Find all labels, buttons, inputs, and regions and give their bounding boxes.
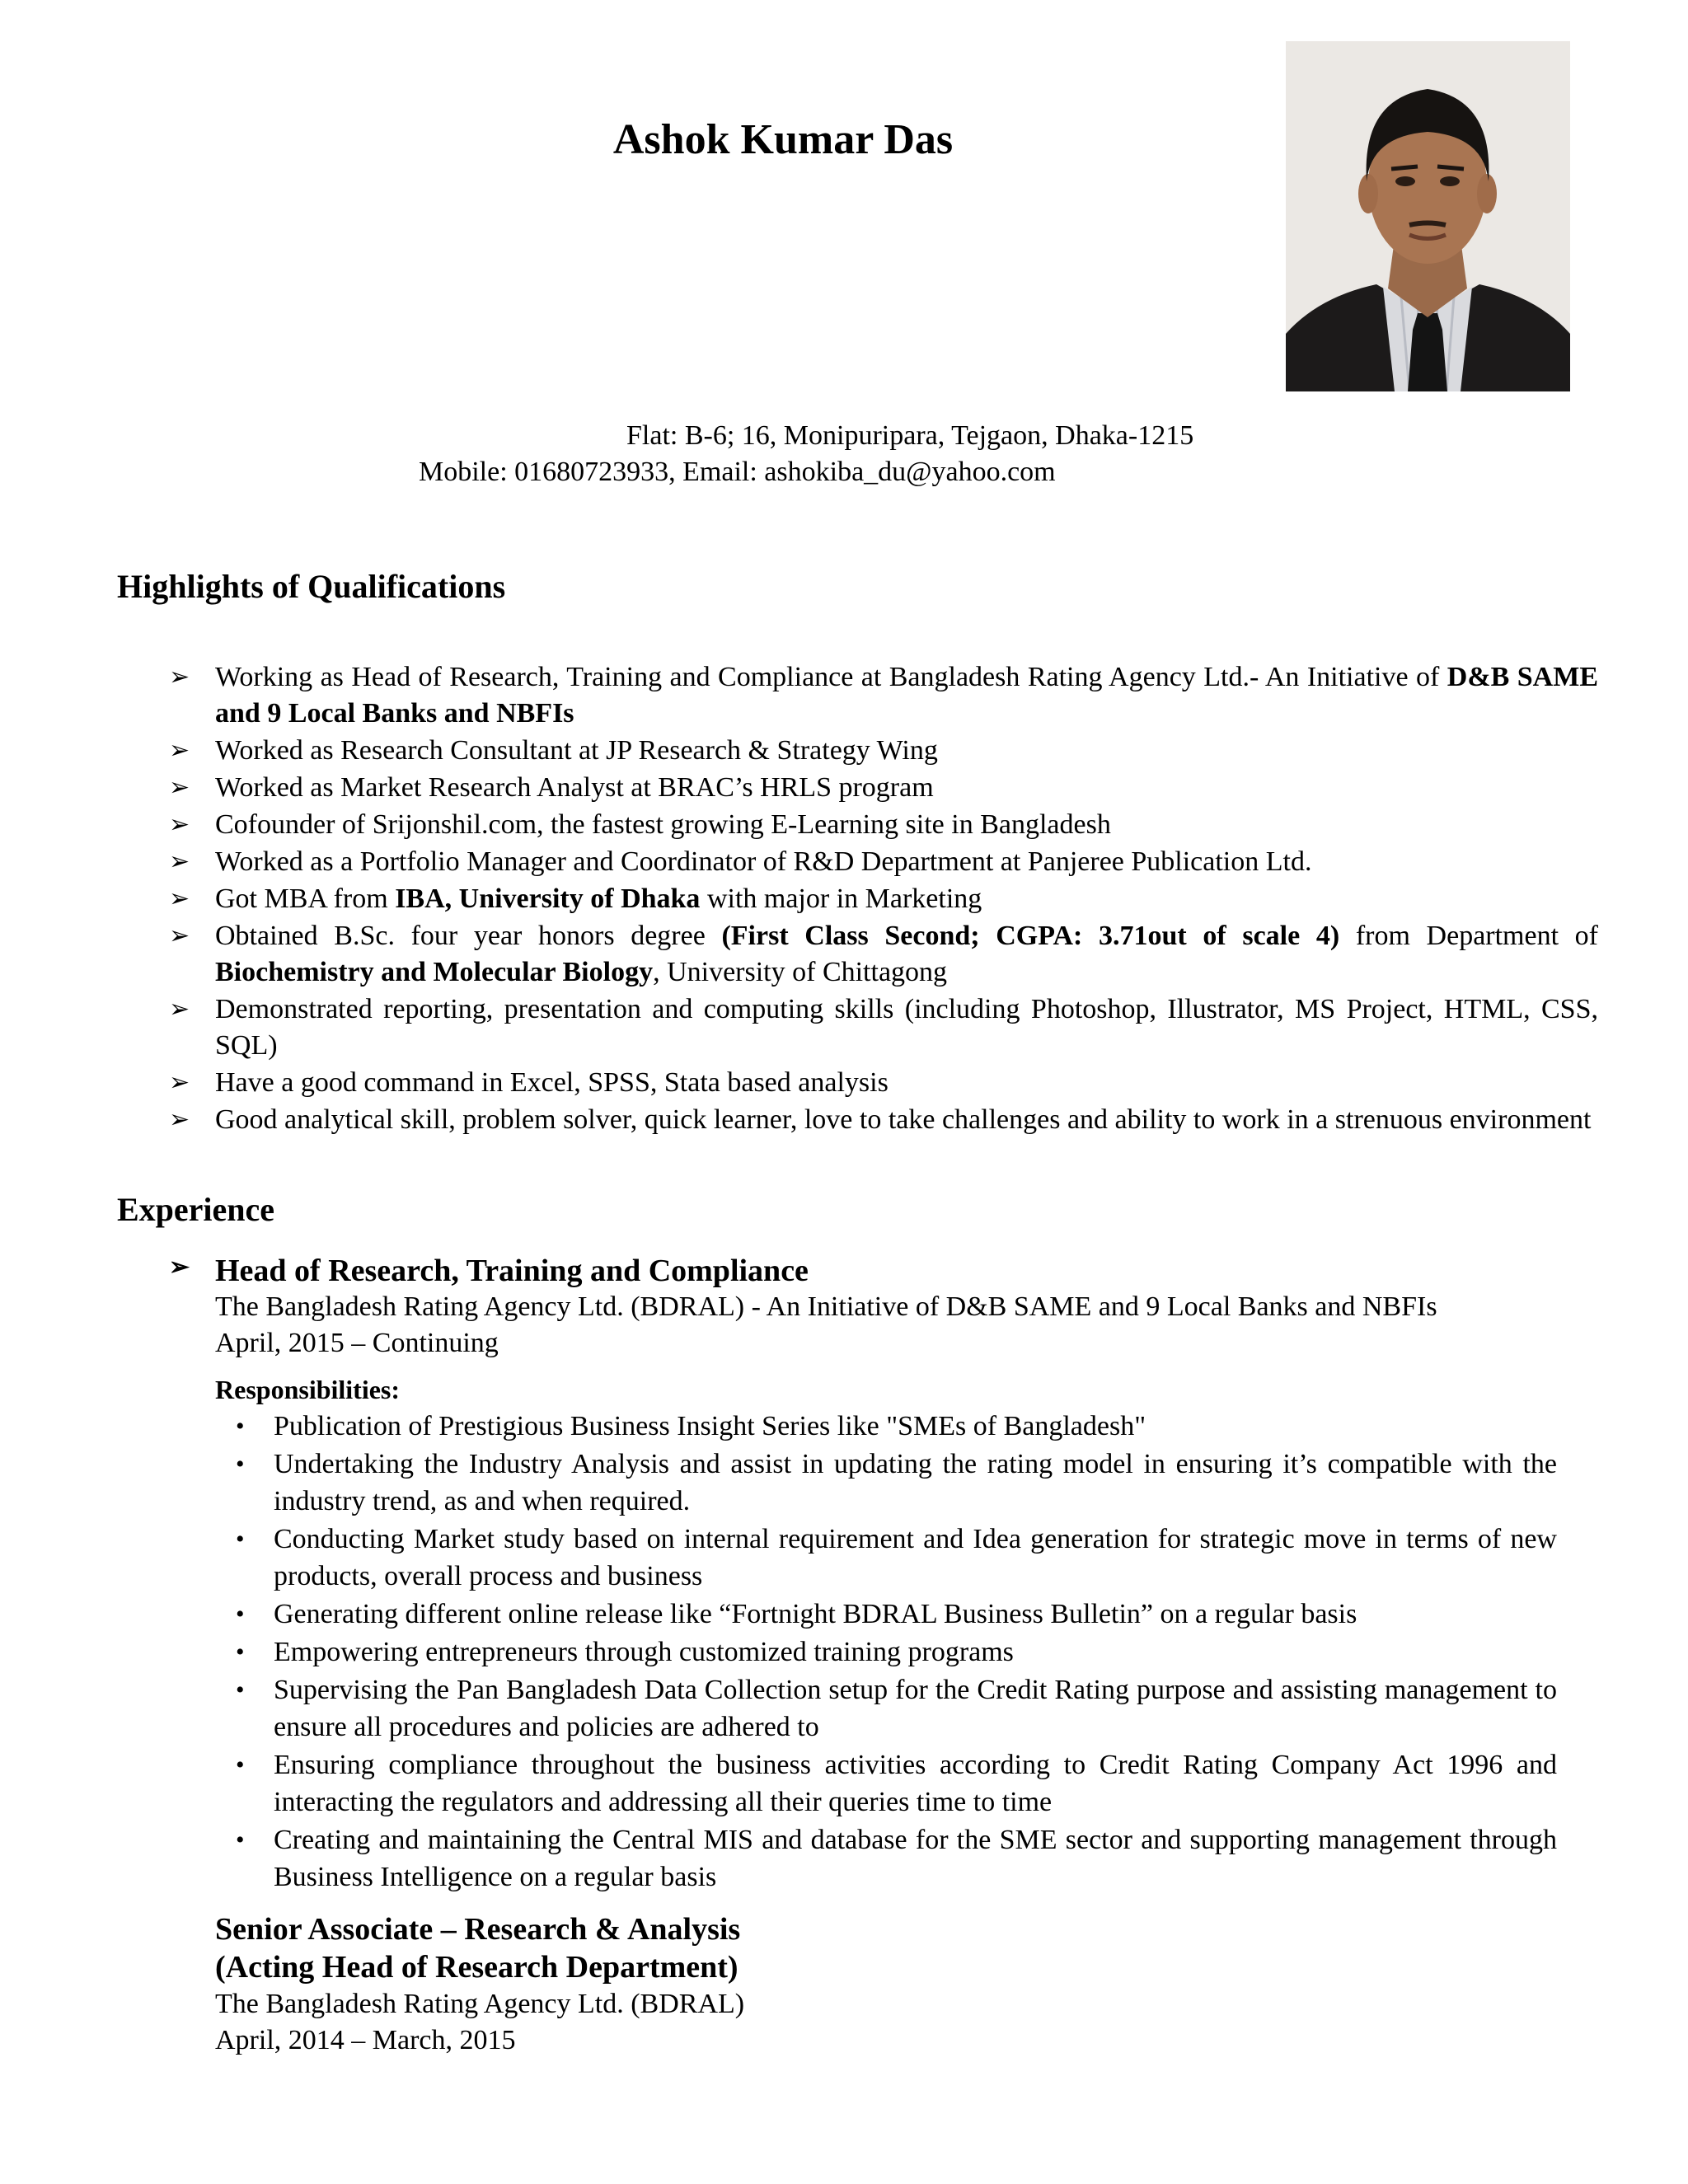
arrow-bullet-icon: ➢ — [169, 1254, 190, 1281]
list-item: ➢ Worked as Market Research Analyst at BRAC’s HRLS program — [169, 770, 1598, 806]
job-entry-current — [169, 1253, 1603, 1896]
job-organization: The Bangladesh Rating Agency Ltd. (BDRAL) — [215, 1989, 745, 2019]
responsibilities-label: Responsibilities: — [215, 1375, 401, 1404]
round-bullet-icon: • — [236, 1751, 245, 1779]
round-bullet-icon: • — [236, 1413, 245, 1440]
arrow-bullet-icon: ➢ — [169, 737, 190, 764]
candidate-name: Ashok Kumar Das — [612, 116, 954, 163]
list-item: ➢ Working as Head of Research, Training and Compliance at Bangladesh Rating Agency Ltd.- An Initiative of D&B SAME and 9 Local Banks and NBFIs — [169, 659, 1598, 732]
round-bullet-icon: • — [236, 1676, 245, 1704]
job-period: April, 2015 – Continuing — [215, 1328, 499, 1358]
list-item: • Publication of Prestigious Business Insight Series like "SMEs of Bangladesh" — [274, 1408, 1557, 1445]
list-item: • Creating and maintaining the Central MIS and database for the SME sector and supporting management through Business Intelligence on a regular basis — [274, 1821, 1557, 1896]
list-item: • Generating different online release like “Fortnight BDRAL Business Bulletin” on a regular basis — [274, 1596, 1557, 1633]
job-organization: The Bangladesh Rating Agency Ltd. (BDRAL) - An Initiative of D&B SAME and 9 Local Banks and NBFIs — [215, 1291, 1437, 1322]
job-title: Senior Associate – Research & Analysis — [215, 1912, 741, 1947]
arrow-bullet-icon: ➢ — [169, 885, 190, 912]
arrow-bullet-icon: ➢ — [169, 922, 190, 949]
arrow-bullet-icon: ➢ — [169, 663, 190, 691]
section-title-highlights: Highlights of Qualifications — [117, 568, 506, 605]
job-title: ➢ Head of Research, Training and Compliance — [169, 1254, 809, 1288]
arrow-bullet-icon: ➢ — [169, 1069, 190, 1096]
list-item: ➢ Got MBA from IBA, University of Dhaka with major in Marketing — [169, 881, 1598, 917]
arrow-bullet-icon: ➢ — [169, 1106, 190, 1133]
arrow-bullet-icon: ➢ — [169, 996, 190, 1023]
round-bullet-icon: • — [236, 1451, 245, 1478]
job-entry-previous — [215, 1910, 1600, 2059]
round-bullet-icon: • — [236, 1638, 245, 1666]
list-item: • Ensuring compliance throughout the business activities according to Credit Rating Company Act 1996 and interacting the regulators and addressing all their queries time to time — [274, 1746, 1557, 1821]
list-item: ➢ Have a good command in Excel, SPSS, Stata based analysis — [169, 1065, 1598, 1101]
list-item: ➢ Obtained B.Sc. four year honors degree (First Class Second; CGPA: 3.71out of scale 4) from Department of Biochemistry and Molecular Biology, University of Chittagong — [169, 918, 1598, 991]
highlights-list — [169, 659, 1598, 1139]
list-item: • Conducting Market study based on internal requirement and Idea generation for strategic move in terms of new products, overall process and business — [274, 1521, 1557, 1595]
list-item: • Supervising the Pan Bangladesh Data Collection setup for the Credit Rating purpose and assisting management to ensure all procedures and policies are adhered to — [274, 1671, 1557, 1746]
list-item: ➢ Demonstrated reporting, presentation and computing skills (including Photoshop, Illustrator, MS Project, HTML, CSS, SQL) — [169, 991, 1598, 1064]
contact-line: Mobile: 01680723933, Email: ashokiba_du@yahoo.com — [419, 457, 1056, 487]
arrow-bullet-icon: ➢ — [169, 848, 190, 875]
round-bullet-icon: • — [236, 1826, 245, 1854]
job-period: April, 2014 – March, 2015 — [215, 2025, 516, 2055]
arrow-bullet-icon: ➢ — [169, 774, 190, 801]
list-item: ➢ Good analytical skill, problem solver, quick learner, love to take challenges and ability to work in a strenuous environment — [169, 1102, 1598, 1138]
list-item: • Undertaking the Industry Analysis and assist in updating the rating model in ensuring it’s compatible with the industry trend, as and when required. — [274, 1446, 1557, 1520]
list-item: ➢ Cofounder of Srijonshil.com, the fastest growing E-Learning site in Bangladesh — [169, 807, 1598, 843]
section-title-experience: Experience — [117, 1191, 275, 1228]
job-subtitle: (Acting Head of Research Department) — [215, 1950, 738, 1985]
list-item: ➢ Worked as Research Consultant at JP Research & Strategy Wing — [169, 733, 1598, 769]
round-bullet-icon: • — [236, 1526, 245, 1553]
responsibilities-list — [236, 1408, 1557, 1896]
arrow-bullet-icon: ➢ — [169, 811, 190, 838]
list-item: • Empowering entrepreneurs through customized training programs — [274, 1633, 1557, 1671]
address-line: Flat: B-6; 16, Monipuripara, Tejgaon, Dhaka-1215 — [626, 420, 1194, 451]
round-bullet-icon: • — [236, 1601, 245, 1628]
profile-photo — [1286, 41, 1570, 391]
list-item: ➢ Worked as a Portfolio Manager and Coordinator of R&D Department at Panjeree Publication Ltd. — [169, 844, 1598, 880]
